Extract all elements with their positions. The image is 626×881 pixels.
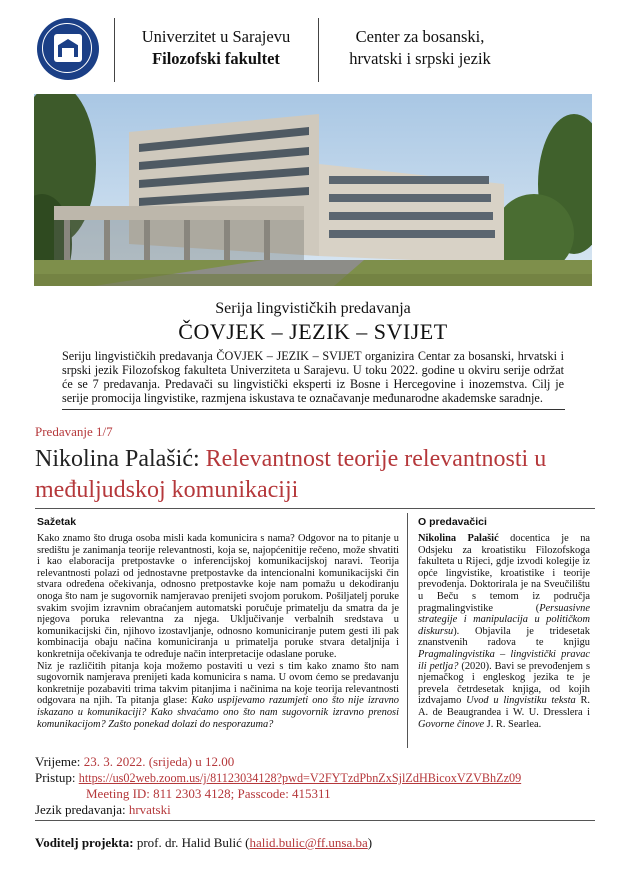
lecture-number: Predavanje 1/7 — [35, 424, 113, 439]
intro-divider — [62, 409, 565, 410]
abstract-paragraph-2: Niz je različitih pitanja koja možemo postaviti u vezi s tim kako znamo što nam sugovornik namjerava prenijeti kada komunicira s nama. U ovom ćemo se predavanju konkretnije pozabaviti trima takvim pitanjima i načinima na koje teorija relevantnosti odgovara na njih. Ta pitanja glase: Kako uspijevamo razumjeti ono što nije izravno iskazano u komunikaciji? Kako shvaćamo ono što nam sugovornik izravno prenosi komunikacijom? Zašto ponekad dolazi do nesporazuma? — [37, 660, 399, 730]
info-divider — [35, 820, 595, 821]
university-name: Univerzitet u Sarajevu — [141, 27, 291, 46]
column-divider — [407, 513, 408, 748]
faculty-name: Filozofski fakultet — [152, 49, 280, 68]
time-value: 23. 3. 2022. (srijeda) u 12.00 — [83, 754, 235, 769]
access-label: Pristup: — [35, 770, 76, 785]
center-line-1: Center za bosanski, — [355, 27, 485, 46]
time-row — [35, 754, 234, 770]
lecture-topic: Relevantnost teorije relevantnosti u međuljudskoj komunikaciji — [35, 446, 547, 503]
speaker-name: Nikolina Palašić — [35, 446, 193, 472]
series-name: ČOVJEK – JEZIK – SVIJET — [178, 319, 448, 344]
header-divider-left — [114, 18, 115, 82]
abstract-text — [37, 533, 399, 730]
meeting-info: Meeting ID: 811 2303 4128; Passcode: 415311 — [86, 786, 331, 801]
series-intro: Seriju lingvističkih predavanja ČOVJEK – JEZIK – SVIJET organizira Centar za bosanski, hrvatski i srpski jezik Filozofskog fakulteta Univerziteta u Sarajevu. U toku 2022. godine u okviru serije održat će se 7 predavanja. Predavači su lingvistički eksperti iz Bosne i Hercegovine i inozemstva. Cilj je serije promocija lingvistike, razmjena iskustava te označavanje međunarodne akademske saradnje. — [62, 349, 564, 405]
abstract-heading: Sažetak — [37, 516, 77, 528]
university-block — [118, 26, 314, 70]
center-block — [322, 26, 518, 70]
language-label: Jezik predavanja: — [35, 802, 126, 817]
center-line-2: hrvatski i srpski jezik — [349, 49, 491, 68]
language-value: hrvatski — [128, 802, 171, 817]
project-leader-label: Voditelj projekta: — [35, 835, 134, 850]
leader-email-link[interactable]: halid.bulic@ff.unsa.ba — [249, 835, 368, 850]
project-leader-name: prof. dr. Halid Bulić — [136, 835, 242, 850]
language-row — [35, 802, 171, 818]
time-label: Vrijeme: — [35, 754, 81, 769]
lecture-title: Nikolina Palašić: Relevantnost teorije relevantnosti u međuljudskoj komunikaciji — [35, 446, 547, 503]
title-divider — [35, 508, 595, 509]
series-label: Serija lingvističkih predavanja — [215, 300, 411, 317]
access-row — [35, 770, 595, 786]
bio-text: Nikolina Palašić docentica je na Odsjeku za kroatistiku Filozofskoga fakulteta u Rijeci, gdje izvodi kolegije iz opće lingvistike, kroatistike i teorije prevođenja. Doktorirala je na Sveučilištu u Beču s temom iz područja pragmalingvistike (Persuasivne strategije i manipulacija u političkom diskursu). Objavila je tridesetak znanstvenih radova te knjigu Pragmalingvistika – lingvistički pravac ili petlja? (2020). Bavi se prevođenjem s njemačkog i engleskog jezika te je prevela četrdesetak knjiga, od kojih izdvajamo Uvod u lingvistiku teksta R. A. de Beaugrandea i W. U. Dresslera i Govorne činove J. R. Searlea. — [418, 533, 590, 730]
header-divider-right — [318, 18, 319, 82]
university-seal-logo — [37, 18, 99, 80]
faculty-building-photo — [34, 94, 592, 286]
zoom-link[interactable]: https://us02web.zoom.us/j/81123034128?pwd=V2FYTzdPbnZxSjlZdHBicoxVZVBhZz09 — [78, 771, 522, 785]
bio-name: Nikolina Palašić — [418, 533, 499, 544]
bio-heading: O predavačici — [418, 516, 487, 528]
project-leader-row: Voditelj projekta: prof. dr. Halid Bulić (halid.bulic@ff.unsa.ba) — [35, 835, 373, 850]
abstract-paragraph-1: Kako znamo što druga osoba misli kada komunicira s nama? Odgovor na to pitanje u središtu je zanimanja teorije relevantnosti, koja se, najopćenitije rečeno, može shvatiti i kao elaboracija pretpostavke o inferencijskoj komunikacijskoj naravi. Teorija relevantnosti polazi od jednostavne pretpostavke da intencionalni komunikacijski čin stvara određena očekivanja, odnosno pretpostavke koje nam pomažu u dekodiranju onoga što nam je sugovornik namjeravao prenijeti svojom porukom. Pošiljatelj poruke svakim svojim izravnim obraćanjem automatski poručuje primatelju da smatra da je njegova poruka relevantna za njega. Uključivanje verbalnih sredstava u komunikacijski čin, njihovo izostavljanje, odnosno komuniciranje putem gesti ili pak kombinacija obaju načina komuniciranja u primatelja poruke stvara detaljnija i konkretnija očekivanja te određuje način interpretacije odaslane poruke. — [37, 533, 399, 660]
